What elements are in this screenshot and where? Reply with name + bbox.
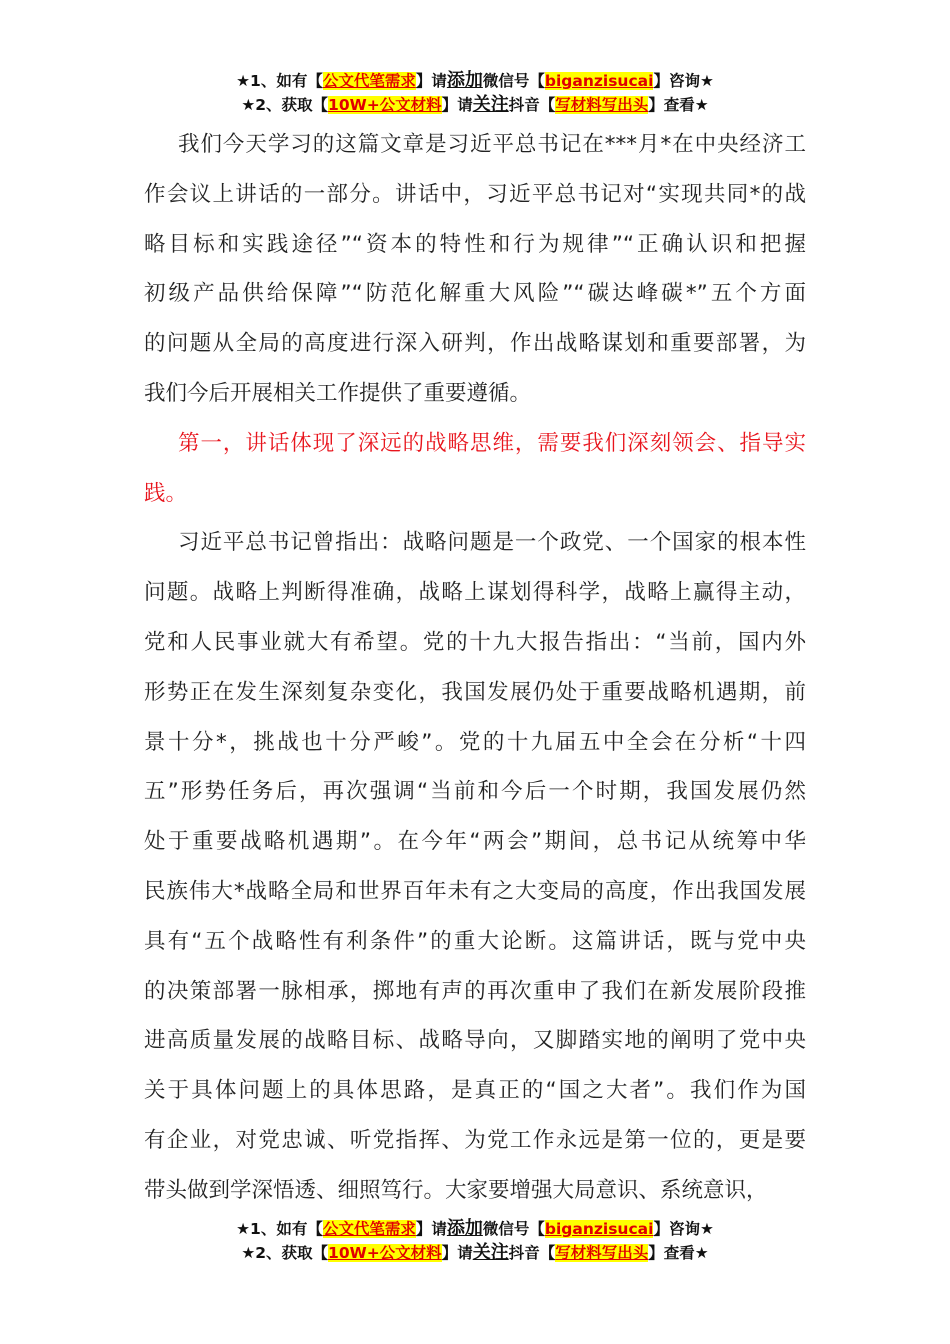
banner-text: biganzisucai xyxy=(544,72,654,90)
text-line: 初级产品供给保障”“防范化解重大风险”“碳达峰碳*”五个方面 xyxy=(144,281,806,307)
banner-text: 抖音【 xyxy=(508,96,556,114)
banner-text: 添加 xyxy=(446,1218,483,1239)
banner-text: 关注 xyxy=(472,1242,509,1263)
text-line: 民族伟大*战略全局和世界百年未有之大变局的高度，作出我国发展 xyxy=(144,878,806,904)
banner-text: 10W+公文材料 xyxy=(328,1244,442,1262)
paragraph xyxy=(144,518,806,1215)
text-line: 带头做到学深悟透、细照笃行。大家要增强大局意识、系统意识， xyxy=(144,1177,768,1203)
text-line: 进高质量发展的战略目标、战略导向，又脚踏实地的阐明了党中央 xyxy=(144,1028,806,1054)
banner-text: 公文代笔需求 xyxy=(322,72,416,90)
paragraph xyxy=(144,120,806,419)
text-line: 党和人民事业就大有希望。党的十九大报告指出：“当前，国内外 xyxy=(144,629,806,655)
banner-text: 10W+公文材料 xyxy=(328,96,442,114)
text-line: 五”形势任务后，再次强调“当前和今后一个时期，我国发展仍然 xyxy=(144,779,806,805)
banner-text: 】请 xyxy=(415,1220,447,1238)
banner-line1 xyxy=(0,1217,950,1241)
text-line: 践。 xyxy=(144,480,188,506)
footer-banner xyxy=(0,1217,950,1265)
banner-text: 】请 xyxy=(441,96,473,114)
banner-line2 xyxy=(0,93,950,117)
banner-text: 】请 xyxy=(441,1244,473,1262)
text-line: 的决策部署一脉相承，掷地有声的再次重申了我们在新发展阶段推 xyxy=(144,978,806,1004)
text-line: 的问题从全局的高度进行深入研判，作出战略谋划和重要部署，为 xyxy=(144,331,806,357)
banner-text: ★1、如有【 xyxy=(236,1220,323,1238)
text-line: 形势正在发生深刻复杂变化，我国发展仍处于重要战略机遇期，前 xyxy=(144,679,806,705)
text-line: 处于重要战略机遇期”。在今年“两会”期间，总书记从统筹中华 xyxy=(144,829,806,855)
banner-text: ★2、获取【 xyxy=(241,1244,329,1262)
banner-text: ★1、如有【 xyxy=(236,72,323,90)
text-line: 略目标和实践途径”“资本的特性和行为规律”“正确认识和把握 xyxy=(144,231,806,257)
banner-text: 抖音【 xyxy=(508,1244,556,1262)
text-line: 我们今后开展相关工作提供了重要遵循。 xyxy=(144,380,532,406)
text-line: 问题。战略上判断得准确，战略上谋划得科学，战略上赢得主动， xyxy=(144,580,806,606)
banner-text: 】查看★ xyxy=(648,1244,709,1262)
banner-line1 xyxy=(0,69,950,93)
text-line: 关于具体问题上的具体思路，是真正的“国之大者”。我们作为国 xyxy=(144,1078,806,1104)
text-line: 有企业，对党忠诚、听党指挥、为党工作永远是第一位的，更是要 xyxy=(144,1127,806,1153)
text-line: 景十分*，挑战也十分严峻”。党的十九届五中全会在分析“十四 xyxy=(144,729,806,755)
banner-text: 】咨询★ xyxy=(653,1220,714,1238)
banner-text: 公文代笔需求 xyxy=(322,1220,416,1238)
banner-text: 添加 xyxy=(446,70,483,91)
text-line: 作会议上讲话的一部分。讲话中，习近平总书记对“实现共同*的战 xyxy=(144,181,806,207)
banner-line2 xyxy=(0,1241,950,1265)
banner-text: 写材料写出头 xyxy=(555,96,649,114)
text-line: 具有“五个战略性有利条件”的重大论断。这篇讲话，既与党中央 xyxy=(144,928,806,954)
banner-text: 关注 xyxy=(472,94,509,115)
banner-text: 】查看★ xyxy=(648,96,709,114)
text-line: 习近平总书记曾指出：战略问题是一个政党、一个国家的根本性 xyxy=(178,530,806,556)
text-line: 第一，讲话体现了深远的战略思维，需要我们深刻领会、指导实 xyxy=(178,430,806,456)
banner-text: 】咨询★ xyxy=(653,72,714,90)
heading-paragraph xyxy=(144,419,806,519)
banner-text: 写材料写出头 xyxy=(555,1244,649,1262)
banner-text: 】请 xyxy=(415,72,447,90)
banner-text: 微信号【 xyxy=(482,72,545,90)
banner-text: 微信号【 xyxy=(482,1220,545,1238)
banner-text: ★2、获取【 xyxy=(241,96,329,114)
article-body xyxy=(144,120,806,1216)
header-banner xyxy=(0,69,950,117)
banner-text: biganzisucai xyxy=(544,1220,654,1238)
text-line: 我们今天学习的这篇文章是习近平总书记在***月*在中央经济工 xyxy=(178,132,806,157)
